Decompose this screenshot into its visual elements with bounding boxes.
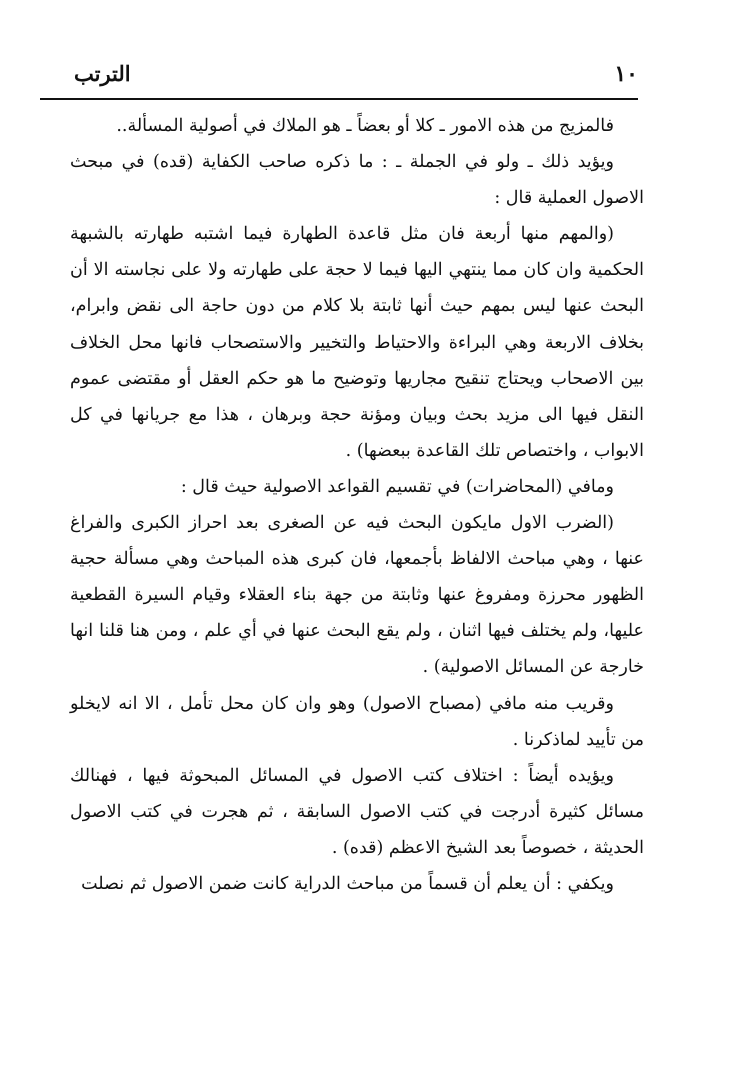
paragraph-3-quote-kifaya: (والمهم منها أربعة فان مثل قاعدة الطهارة فيما اشتبه طهارته بالشبهة الحكمية وان كان مما ينتهي اليها فيما لا حجة على طهارته ولا على نجاسته الا أن البحث عنها ليس بمهم حيث أنها ثابتة بلا كلام من دون حاجة الى نقض وابرام، بخلاف الاربعة وهي البراءة والاحتياط والتخيير والاستصحاب فانها محل الخلاف بين الاصحاب ويحتاج تنقيح مجاريها وتوضيح ما هو حكم العقل أو مقتضى عموم النقل فيها الى مزيد بحث وبيان ومؤنة حجة وبرهان ، هذا مع جريانها في كل الابواب ، واختصاص تلك القاعدة ببعضها) .	[70, 224, 644, 461]
header-divider	[40, 98, 638, 100]
running-header	[36, 60, 676, 94]
paragraph-1: فالمزيج من هذه الامور ـ كلا أو بعضاً ـ هو الملاك في أصولية المسألة..	[116, 116, 614, 136]
paragraph-4: ومافي (المحاضرات) في تقسيم القواعد الاصولية حيث قال :	[180, 476, 614, 497]
page-number: ١٠	[614, 61, 638, 87]
paragraph-5-quote-muhadarat: (الضرب الاول مايكون البحث فيه عن الصغرى بعد احراز الكبرى والفراغ عنها ، وهي مباحث الالفاظ بأجمعها، فان كبرى هذه المباحث وهي مسألة حجية الظهور محرزة ومفروغ عنها وثابتة من جهة بناء العقلاء وقيام السيرة القطعية عليها، ولم يختلف فيها اثنان ، ولم يقع البحث عنها في أي علم ، ومن هنا قلنا انها خارجة عن المسائل الاصولية) .	[70, 513, 644, 678]
paragraph-8: ويكفي : أن يعلم أن قسماً من مباحث الدراية كانت ضمن الاصول ثم نصلت	[81, 873, 614, 894]
paragraph-6: وقريب منه مافي (مصباح الاصول) وهو وان كان محل تأمل ، الا انه لايخلو من تأييد لماذكرنا .	[70, 693, 644, 750]
paragraph-2: ويؤيد ذلك ـ ولو في الجملة ـ : ما ذكره صاحب الكفاية (قده) في مبحث الاصول العملية قال :	[70, 152, 644, 209]
running-title: الترتب	[74, 61, 131, 86]
main-text	[70, 108, 644, 902]
paragraph-7: ويؤيده أيضاً : اختلاف كتب الاصول في المسائل المبحوثة فيها ، فهنالك مسائل كثيرة أدرجت في كتب الاصول السابقة ، ثم هجرت في كتب الاصول الحديثة ، خصوصاً بعد الشيخ الاعظم (قده) .	[70, 765, 644, 858]
